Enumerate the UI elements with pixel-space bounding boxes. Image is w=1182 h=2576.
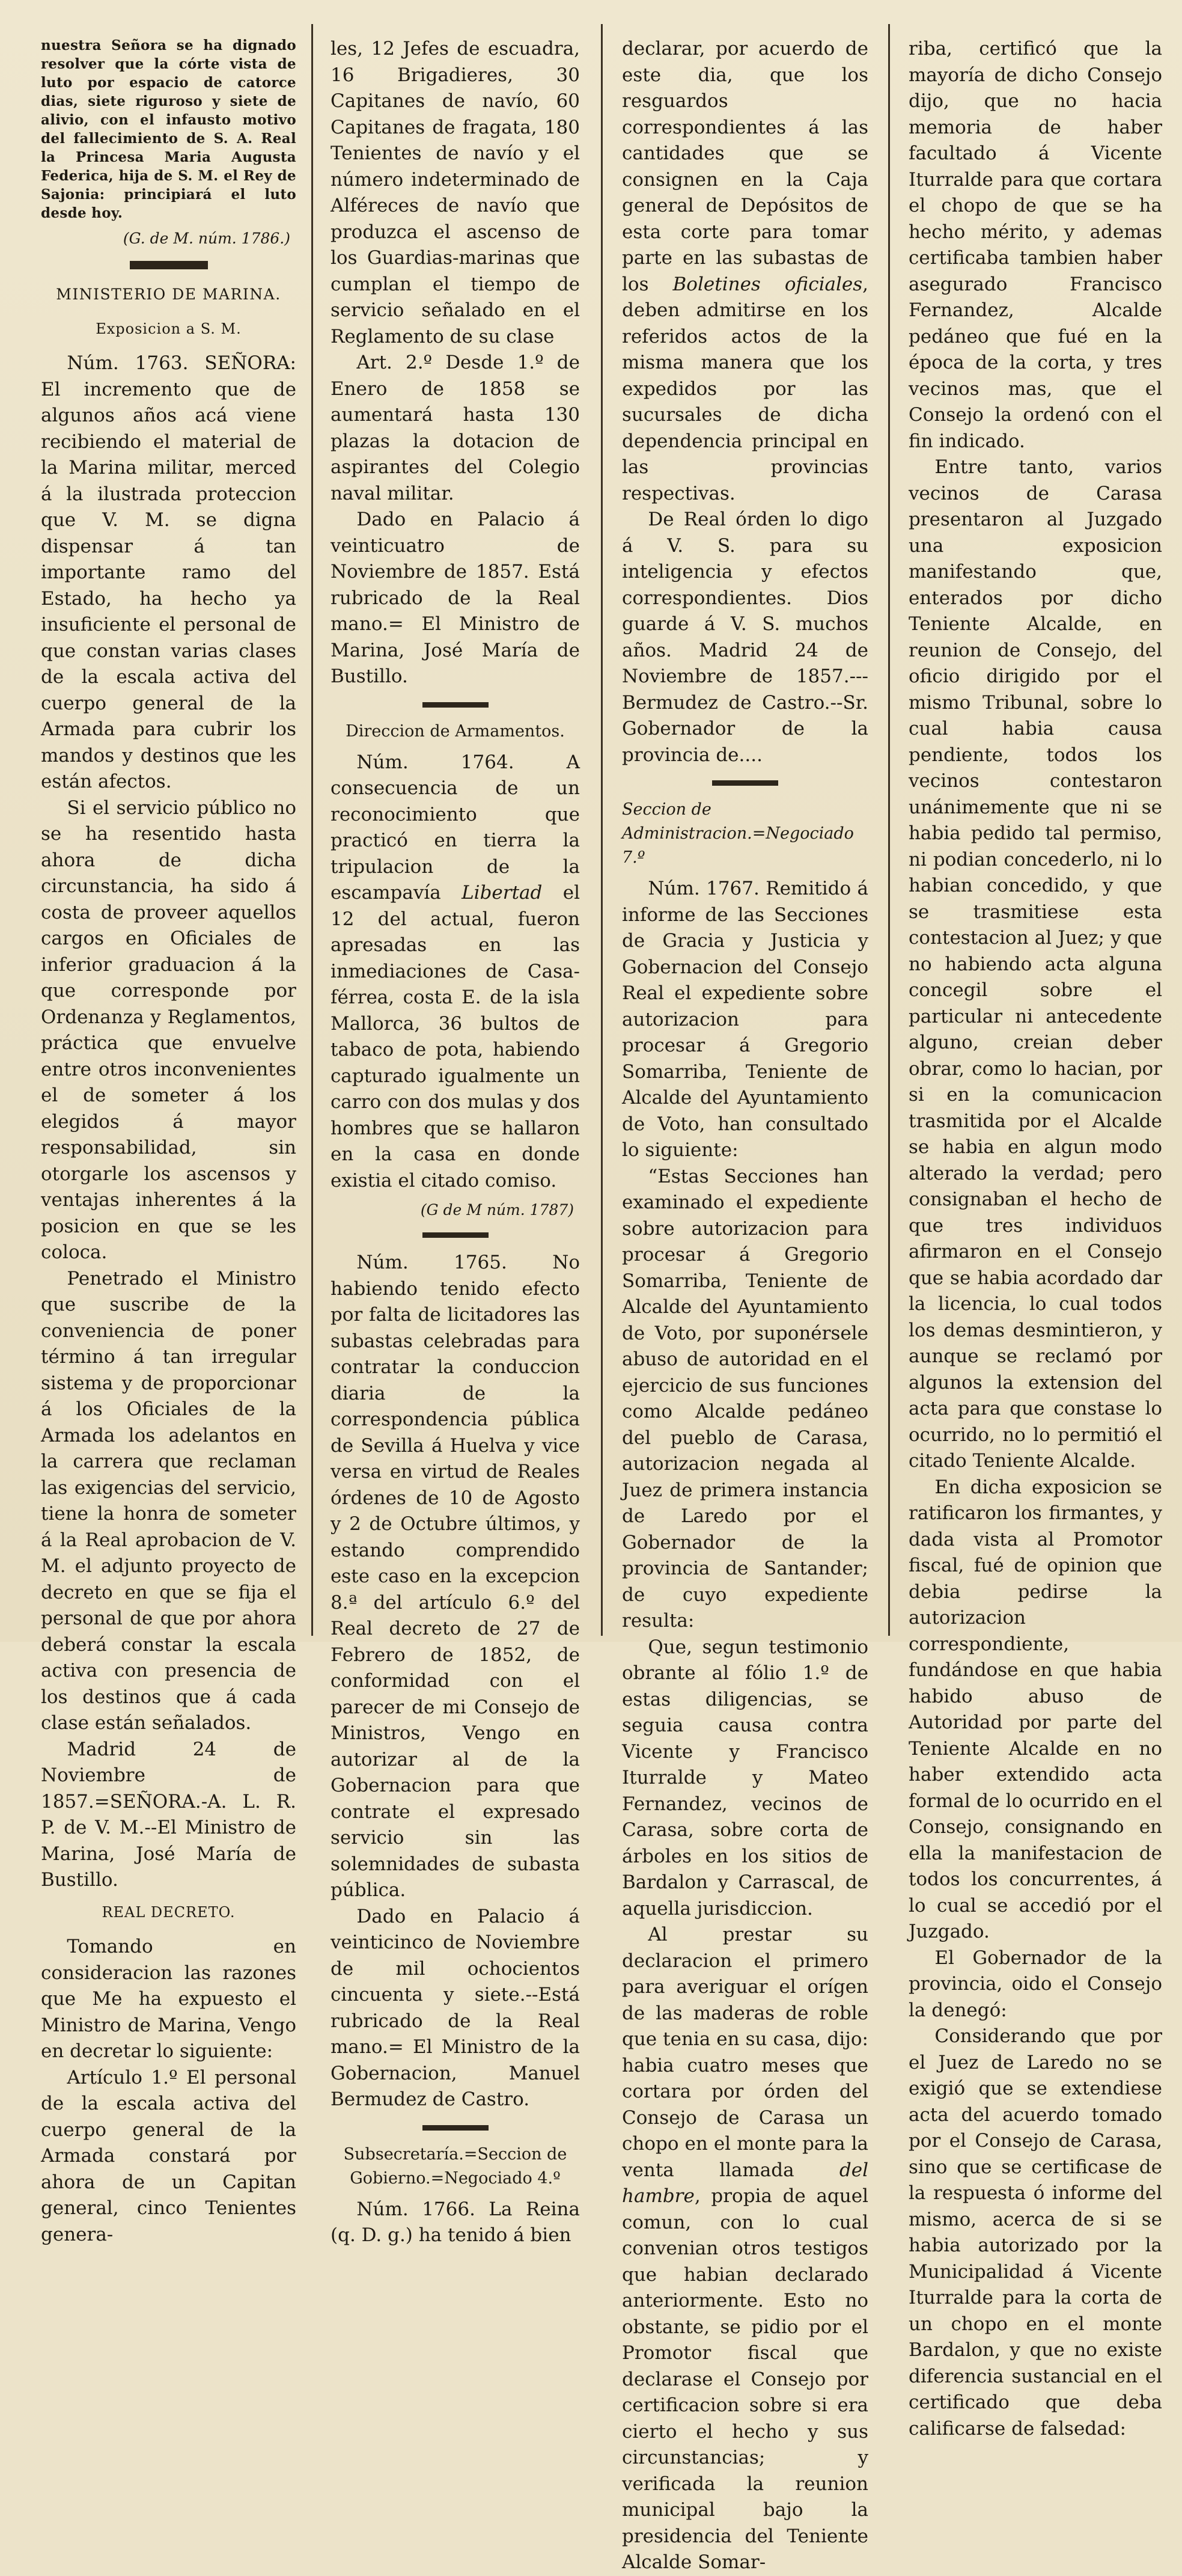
paragraph: Considerando que por el Juez de Laredo no se exigió que se extendiese acta del acuerdo tomado por el Consejo de Carasa, sino que se certificase de la respuesta ó informe del mismo, acerca de si se habia autorizado por la Municipalidad á Vicente Iturralde para la corta de un chopo en el monte Bardalon, y que no existe diferencia sustancial en el certificado que deba calificarse de falsedad: <box>909 2025 1162 2440</box>
text-run: Núm. 1764. A consecuencia de un reconocimiento que practicó en tierra la tripulacion de la escampavía <box>331 751 580 904</box>
text-run: Al prestar su declaracion el primero para averiguar el orígen de las maderas de roble que tenia en su casa, dijo: habia cuatro meses que cortara por órden del Consejo de Carasa un chopo en el monte para la venta llamada <box>622 1924 868 2181</box>
section-heading: Seccion de Administracion.=Negociado 7.º <box>622 800 854 867</box>
paragraph: “Estas Secciones han examinado el expediente sobre autorizacion para procesar á Gregorio Somarriba, Teniente de Alcalde del Ayuntamiento de Voto, por suponérsele abuso de autoridad en el ejercicio de sus funciones como Alcalde pedáneo del pueblo de Carasa, autorizacion negada al Juez de primera instancia de Laredo por el Gobernador de la provincia de Santander; de cuyo expediente resulta: <box>622 1165 868 1632</box>
italic-term: Boletines oficiales <box>672 273 863 295</box>
column-rule <box>888 24 890 1636</box>
exposition-heading: Exposicion a S. M. <box>96 320 242 337</box>
separator <box>422 1232 489 1238</box>
paragraph: Art. 2.º Desde 1.º de Enero de 1858 se aumentará hasta 130 plazas la dotacion de aspirantes del Colegio naval militar. <box>331 352 580 504</box>
paragraph: Dado en Palacio á veinticuatro de Noviembre de 1857. Está rubricado de la Real mano.= El Ministro de Marina, José María de Bustillo. <box>331 509 580 687</box>
paragraph: Que, segun testimonio obrante al fólio 1.º de estas diligencias, se seguia causa contra Vicente y Francisco Iturralde y Mateo Fernandez, vecinos de Carasa, sobre corta de árboles en los sitios de Bardalon y Carrascal, de aquella jurisdiccion. <box>622 1636 868 1920</box>
text-run: declarar, por acuerdo de este dia, que los resguardos correspondientes á las cantidades que se consignen en la Caja general de Depósitos de esta corte para tomar parte en las subastas de los <box>622 38 868 295</box>
separator <box>422 702 489 708</box>
paragraph: riba, certificó que la mayoría de dicho Consejo dijo, que no hacia memoria de haber facultado á Vicente Iturralde para que cortara el chopo de que se ha hecho mérito, y ademas certificaba tambien haber asegurado Francisco Fernandez, Alcalde pedáneo que fué en la época de la corta, y tres vecinos mas, que el Consejo la ordenó con el fin indicado. <box>909 38 1162 452</box>
column-rule <box>311 24 313 1636</box>
column-2 <box>331 36 580 2246</box>
paragraph: De Real órden lo digo á V. S. para su inteligencia y efectos correspondientes. Dios guarde á V. S. muchos años. Madrid 24 de Noviembre de 1857.--- Bermudez de Castro.--Sr. Gobernador de la provincia de.... <box>622 509 868 766</box>
paragraph: les, 12 Jefes de escuadra, 16 Brigadieres, 30 Capitanes de navío, 60 Capitanes de fragata, 180 Tenientes de navío y el número indeterminado de Alféreces de navío que produzca el ascenso de los Guardias-marinas que cumplan el tiempo de servicio señalado en el Reglamento de su clase <box>331 38 580 347</box>
column-4 <box>909 36 1162 2440</box>
text-run: , deben admitirse en los referidos actos de la misma manera que los expedidos por las sucursales de dicha dependencia principal en las provincias respectivas. <box>622 273 868 504</box>
column-rule <box>601 24 603 1636</box>
paragraph: En dicha exposicion se ratificaron los firmantes, y dada vista al Promotor fiscal, fué de opinion que debia pedirse la autorizacion correspondiente, fundándose en que habia habido abuso de Autoridad por parte del Teniente Alcalde en no haber extendido acta formal de lo ocurrido en el Consejo, consignando en ella la manifestacion de todos los concurrentes, á lo cual se accedió por el Juzgado. <box>909 1476 1162 1942</box>
separator <box>130 261 208 269</box>
paragraph: Artículo 1.º El personal de la escala activa del cuerpo general de la Armada constará por ahora de un Capitan general, cinco Tenientes genera- <box>41 2066 296 2245</box>
paragraph: Entre tanto, varios vecinos de Carasa presentaron al Juzgado una exposicion manifestando que, enterados por dicho Teniente Alcalde, en reunion de Consejo, del oficio dirigido por el mismo Tribunal, sobre lo cual habia causa pendiente, todos los vecinos contestaron unánimemente que ni se habia pedido tal permiso, ni podian concederlo, ni lo habian concedido, y que se trasmitiese esta contestacion al Juez; y que no habiendo acta alguna concegil sobre el particular ni antecedente alguno, creian deber obrar, como lo hacian, por si en la comunicacion trasmitida por el Alcalde se habia en algun modo alterado la verdad; pero consignaban el hecho de que tres individuos afirmaron en el Consejo que se habia acordado dar la licencia, lo cual todos los demas desmintieron, y aunque se reclamó por algunos la extension del acta para que constase lo ocurrido, no lo permitió el citado Teniente Alcalde. <box>909 456 1162 1472</box>
paragraph: Madrid 24 de Noviembre de 1857.=SEÑORA.-A. L. R. P. de V. M.--El Ministro de Marina, José María de Bustillo. <box>41 1738 296 1891</box>
paragraph <box>331 750 580 1195</box>
paragraph: Núm. 1765. No habiendo tenido efecto por falta de licitadores las subastas celebradas para contratar la conduccion diaria de la correspondencia pública de Sevilla á Huelva y vice versa en virtud de Reales órdenes de 10 de Agosto y 2 de Octubre últimos, y estando comprendido este caso en la excepcion 8.ª del artículo 6.º del Real decreto de 27 de Febrero de 1852, de conformidad con el parecer de mi Consejo de Ministros, Vengo en autorizar al de la Gobernacion para que contrate el expresado servicio sin las solemnidades de subasta pública. <box>331 1252 580 1901</box>
paragraph: Núm. 1763. SEÑORA: El incremento que de algunos años acá viene recibiendo el material de la Marina militar, merced á la ilustrada proteccion que V. M. se digna dispensar á tan importante ramo del Estado, ha hecho ya insuficiente el personal de que constan varias clases de la escala activa del cuerpo general de la Armada para cubrir los mandos y destinos que les están afectos. <box>41 352 296 792</box>
separator <box>712 780 778 786</box>
paragraph: Penetrado el Ministro que suscribe de la conveniencia de poner término á tan irregular sistema y de proporcionar á los Oficiales de la Armada los adelantos en la carrera que reclaman las exigencias del servicio, tiene la honra de someter á la Real aprobacion de V. M. el adjunto proyecto de decreto en que se fija el personal de que por ahora deberá constar la escala activa con presencia de los destinos que á cada clase están señalados. <box>41 1267 296 1734</box>
direction-heading: Direccion de Armamentos. <box>346 721 565 741</box>
text-run: el 12 del actual, fueron apresadas en las inmediaciones de Casa-férrea, costa E. de la isla Mallorca, 36 bultos de tabaco de pota, habiendo capturado igualmente un carro con dos mulas y dos hombres que se hallaron en la casa en donde existia el citado comiso. <box>331 882 580 1192</box>
paragraph: Si el servicio público no se ha resentido hasta ahora de dicha circunstancia, ha sido á costa de proveer aquellos cargos en Oficiales de inferior graduacion á la que corresponde por Ordenanza y Reglamentos, práctica que envuelve entre otros inconvenientes el de someter á los elegidos á mayor responsabilidad, sin otorgarle los ascensos y ventajas inherentes á la posicion en que se les coloca. <box>41 797 296 1263</box>
column-1 <box>41 36 296 2245</box>
citation: (G. de M. núm. 1786.) <box>123 230 290 247</box>
citation: (G de M núm. 1787) <box>420 1201 574 1219</box>
paragraph: Dado en Palacio á veinticinco de Noviembre de mil ochocientos cincuenta y siete.--Está rubricado de la Real mano.= El Ministro de la Gobernacion, Manuel Bermudez de Castro. <box>331 1905 580 2110</box>
paragraph <box>622 36 868 507</box>
separator <box>422 2125 489 2131</box>
column-3 <box>622 36 868 2573</box>
section-heading-marina: MINISTERIO DE MARINA. <box>56 286 281 303</box>
subsecretary-heading: Subsecretaría.=Seccion de Gobierno.=Negociado 4.º <box>343 2144 567 2188</box>
paragraph <box>622 1922 868 2576</box>
paragraph: El Gobernador de la provincia, oido el Consejo la denegó: <box>909 1947 1162 2021</box>
paragraph: Tomando en consideracion las razones que Me ha expuesto el Ministro de Marina, Vengo en decretar lo siguiente: <box>41 1936 296 2062</box>
paragraph: Núm. 1767. Remitido á informe de las Secciones de Gracia y Justicia y Gobernacion del Consejo Real el expediente sobre autorizacion para procesar á Gregorio Somarriba, Teniente de Alcalde del Ayuntamiento de Voto, han consultado lo siguiente: <box>622 878 868 1161</box>
paragraph: Núm. 1766. La Reina (q. D. g.) ha tenido á bien <box>331 2198 580 2246</box>
ship-name: Libertad <box>462 882 543 904</box>
text-run: , propia de aquel comun, con lo cual convenian otros testigos que habian declarado anteriormente. Esto no obstante, se pidio por el Promotor fiscal que declarase el Consejo por certificacion sobre si era cierto el hecho y sus circunstancias; y verificada la reunion municipal bajo la presidencia del Teniente Alcalde Somar- <box>622 2185 868 2573</box>
italic-term: del hambre <box>622 2159 868 2207</box>
decree-heading: REAL DECRETO. <box>102 1903 236 1921</box>
mourning-notice: nuestra Señora se ha dignado resolver que la córte vista de luto por espacio de catorce dias, siete riguroso y siete de alivio, con el infausto motivo del fallecimiento de S. A. Real la Princesa Maria Augusta Federica, hija de S. M. el Rey de Sajonia: principiará el luto desde hoy. <box>41 37 296 221</box>
